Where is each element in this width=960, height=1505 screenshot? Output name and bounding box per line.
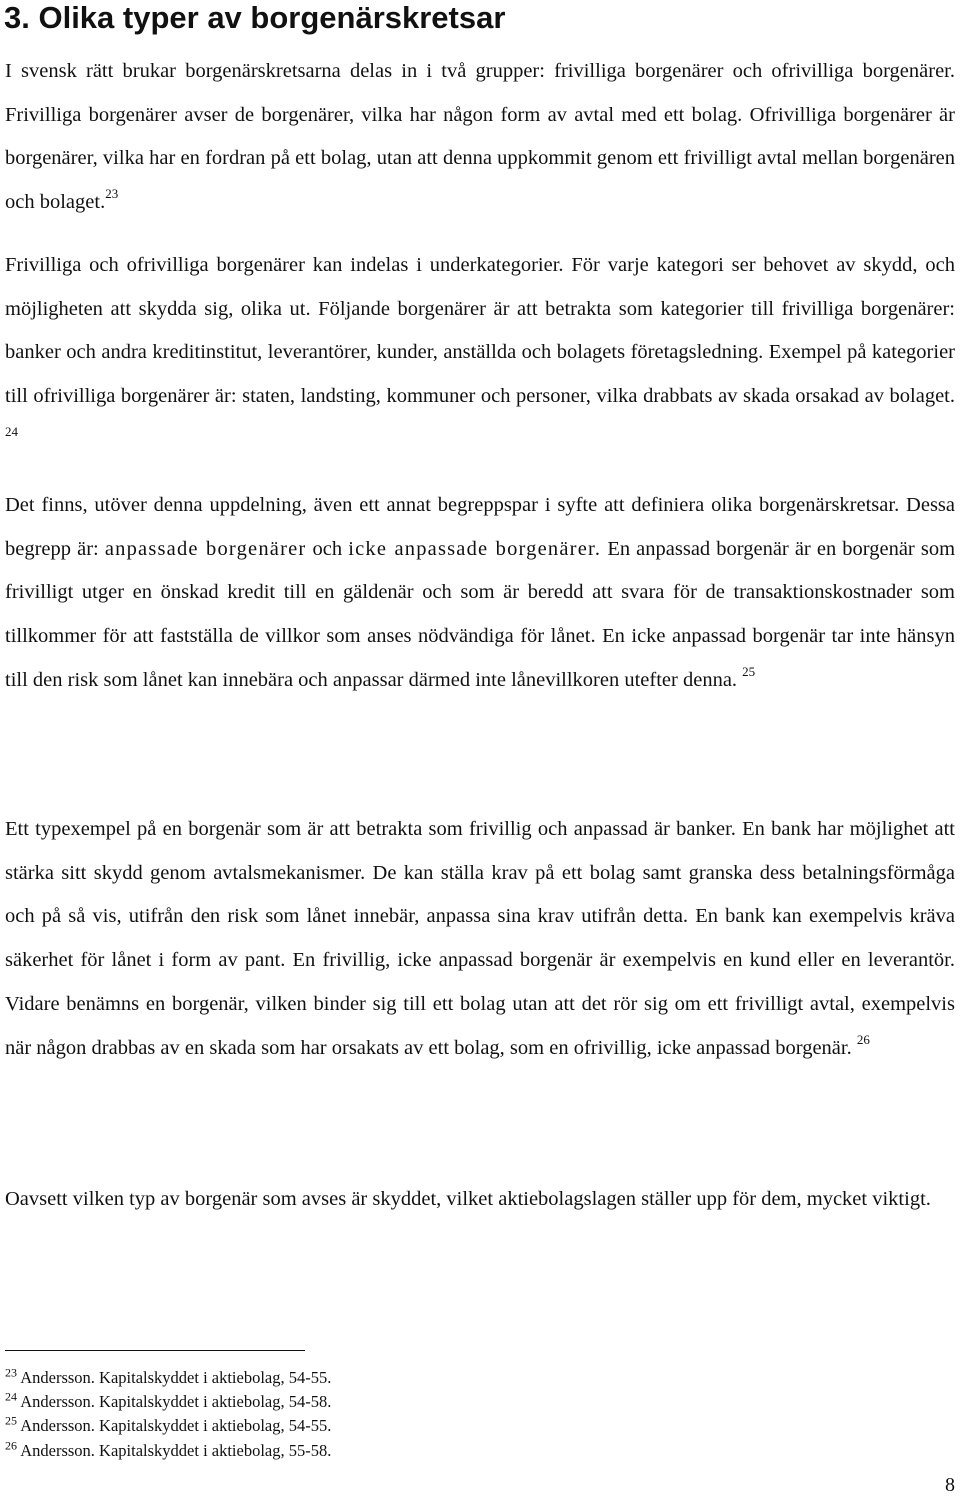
term-icke-anpassade: icke anpassade borgenärer. <box>348 537 602 560</box>
term-anpassade: anpassade borgenärer <box>104 537 307 560</box>
paragraph-text: En anpassad borgenär är en borgenär som frivilligt utger en önskad kredit till en gäldenär och som är beredd att svara för de transaktionskostnader som tillkommer för att fastställa de villkor som anses nödvändiga för lånet. En icke anpassad borgenär tar inte hänsyn till den risk som lånet kan innebära och anpassar därmed inte lånevillkoren utefter denna. <box>5 537 956 691</box>
paragraph-borgenarsgrupper <box>5 50 955 225</box>
conjunction-text: och <box>312 537 343 560</box>
paragraph-typexempel <box>5 808 955 1070</box>
footnote-ref-23[interactable]: 23 <box>105 186 119 202</box>
footnote-item <box>5 1390 331 1414</box>
paragraph-oavsett <box>5 1178 955 1222</box>
footnote-number: 23 <box>5 1365 17 1380</box>
footnote-number: 24 <box>5 1389 17 1404</box>
footnote-text: Andersson. Kapitalskyddet i aktiebolag, 54-55. <box>20 1416 332 1436</box>
footnote-item <box>5 1439 331 1463</box>
footnote-item <box>5 1414 331 1438</box>
paragraph-underkategorier <box>5 244 955 463</box>
paragraph-text: Ett typexempel på en borgenär som är att betrakta som frivillig och anpassad är banker. En bank har möjlighet att stärka sitt skydd genom avtalsmekanismer. De kan ställa krav på ett bolag samt granska dess betalningsförmåga och på så vis, utifrån den risk som lånet innebär, anpassa sina krav utifrån detta. En bank kan exempelvis kräva säkerhet för lånet i form av pant. En frivillig, icke anpassad borgenär är exempelvis en kund eller en leverantör. Vidare benämns en borgenär, vilken binder sig till ett bolag utan att det rör sig om ett frivilligt avtal, exempelvis när någon drabbas av en skada som har orsakats av ett bolag, som en ofrivillig, icke anpassad borgenär. <box>5 818 955 1059</box>
footnote-text: Andersson. Kapitalskyddet i aktiebolag, 54-55. <box>20 1368 332 1387</box>
paragraph-text: Frivilliga och ofrivilliga borgenärer kan indelas i underkategorier. För varje kategori ser behovet av skydd, och möjligheten att skydda sig, olika ut. Följande borgenärer är att betrakta som kategorier till frivilliga borgenärer: banker och andra kreditinstitut, leverantörer, kunder, anställda och bolagets företagsledning. Exempel på kategorier till ofrivilliga borgenärer är: staten, landsting, kommuner och personer, vilka drabbats av skada orsakad av bolaget. <box>5 254 955 408</box>
page-title: 3. Olika typer av borgenärskretsar <box>4 0 506 35</box>
footnote-ref-24[interactable]: 24 <box>5 423 18 439</box>
footnote-ref-26[interactable]: 26 <box>856 1031 870 1047</box>
footnote-separator <box>5 1350 305 1351</box>
footnote-number: 26 <box>5 1438 17 1453</box>
footnote-item <box>5 1366 331 1390</box>
footnote-list <box>5 1366 331 1463</box>
paragraph-text: Det finns, utöver denna uppdelning, även ett annat begreppspar i syfte att definiera olika borgenärskretsar. Dessa begrepp är: <box>5 494 955 560</box>
page-number: 8 <box>945 1474 955 1496</box>
paragraph-text: Oavsett vilken typ av borgenär som avses är skyddet, vilket aktiebolagslagen ställer upp för dem, mycket viktigt. <box>5 1188 931 1210</box>
footnote-text: Andersson. Kapitalskyddet i aktiebolag, 54-58. <box>20 1392 332 1412</box>
paragraph-anpassade-borgenarer <box>5 484 955 703</box>
footnote-text: Andersson. Kapitalskyddet i aktiebolag, 55-58. <box>20 1440 332 1460</box>
footnote-ref-25[interactable]: 25 <box>742 663 756 679</box>
paragraph-text: I svensk rätt brukar borgenärskretsarna delas in i två grupper: frivilliga borgenärer och ofrivilliga borgenärer. Frivilliga borgenärer avser de borgenärer, vilka har någon form av avtal med ett bolag. Ofrivilliga borgenärer är borgenärer, vilka har en fordran på ett bolag, utan att denna uppkommit genom ett frivilligt avtal mellan borgenären och bolaget. <box>5 60 955 214</box>
footnote-number: 25 <box>5 1413 17 1428</box>
